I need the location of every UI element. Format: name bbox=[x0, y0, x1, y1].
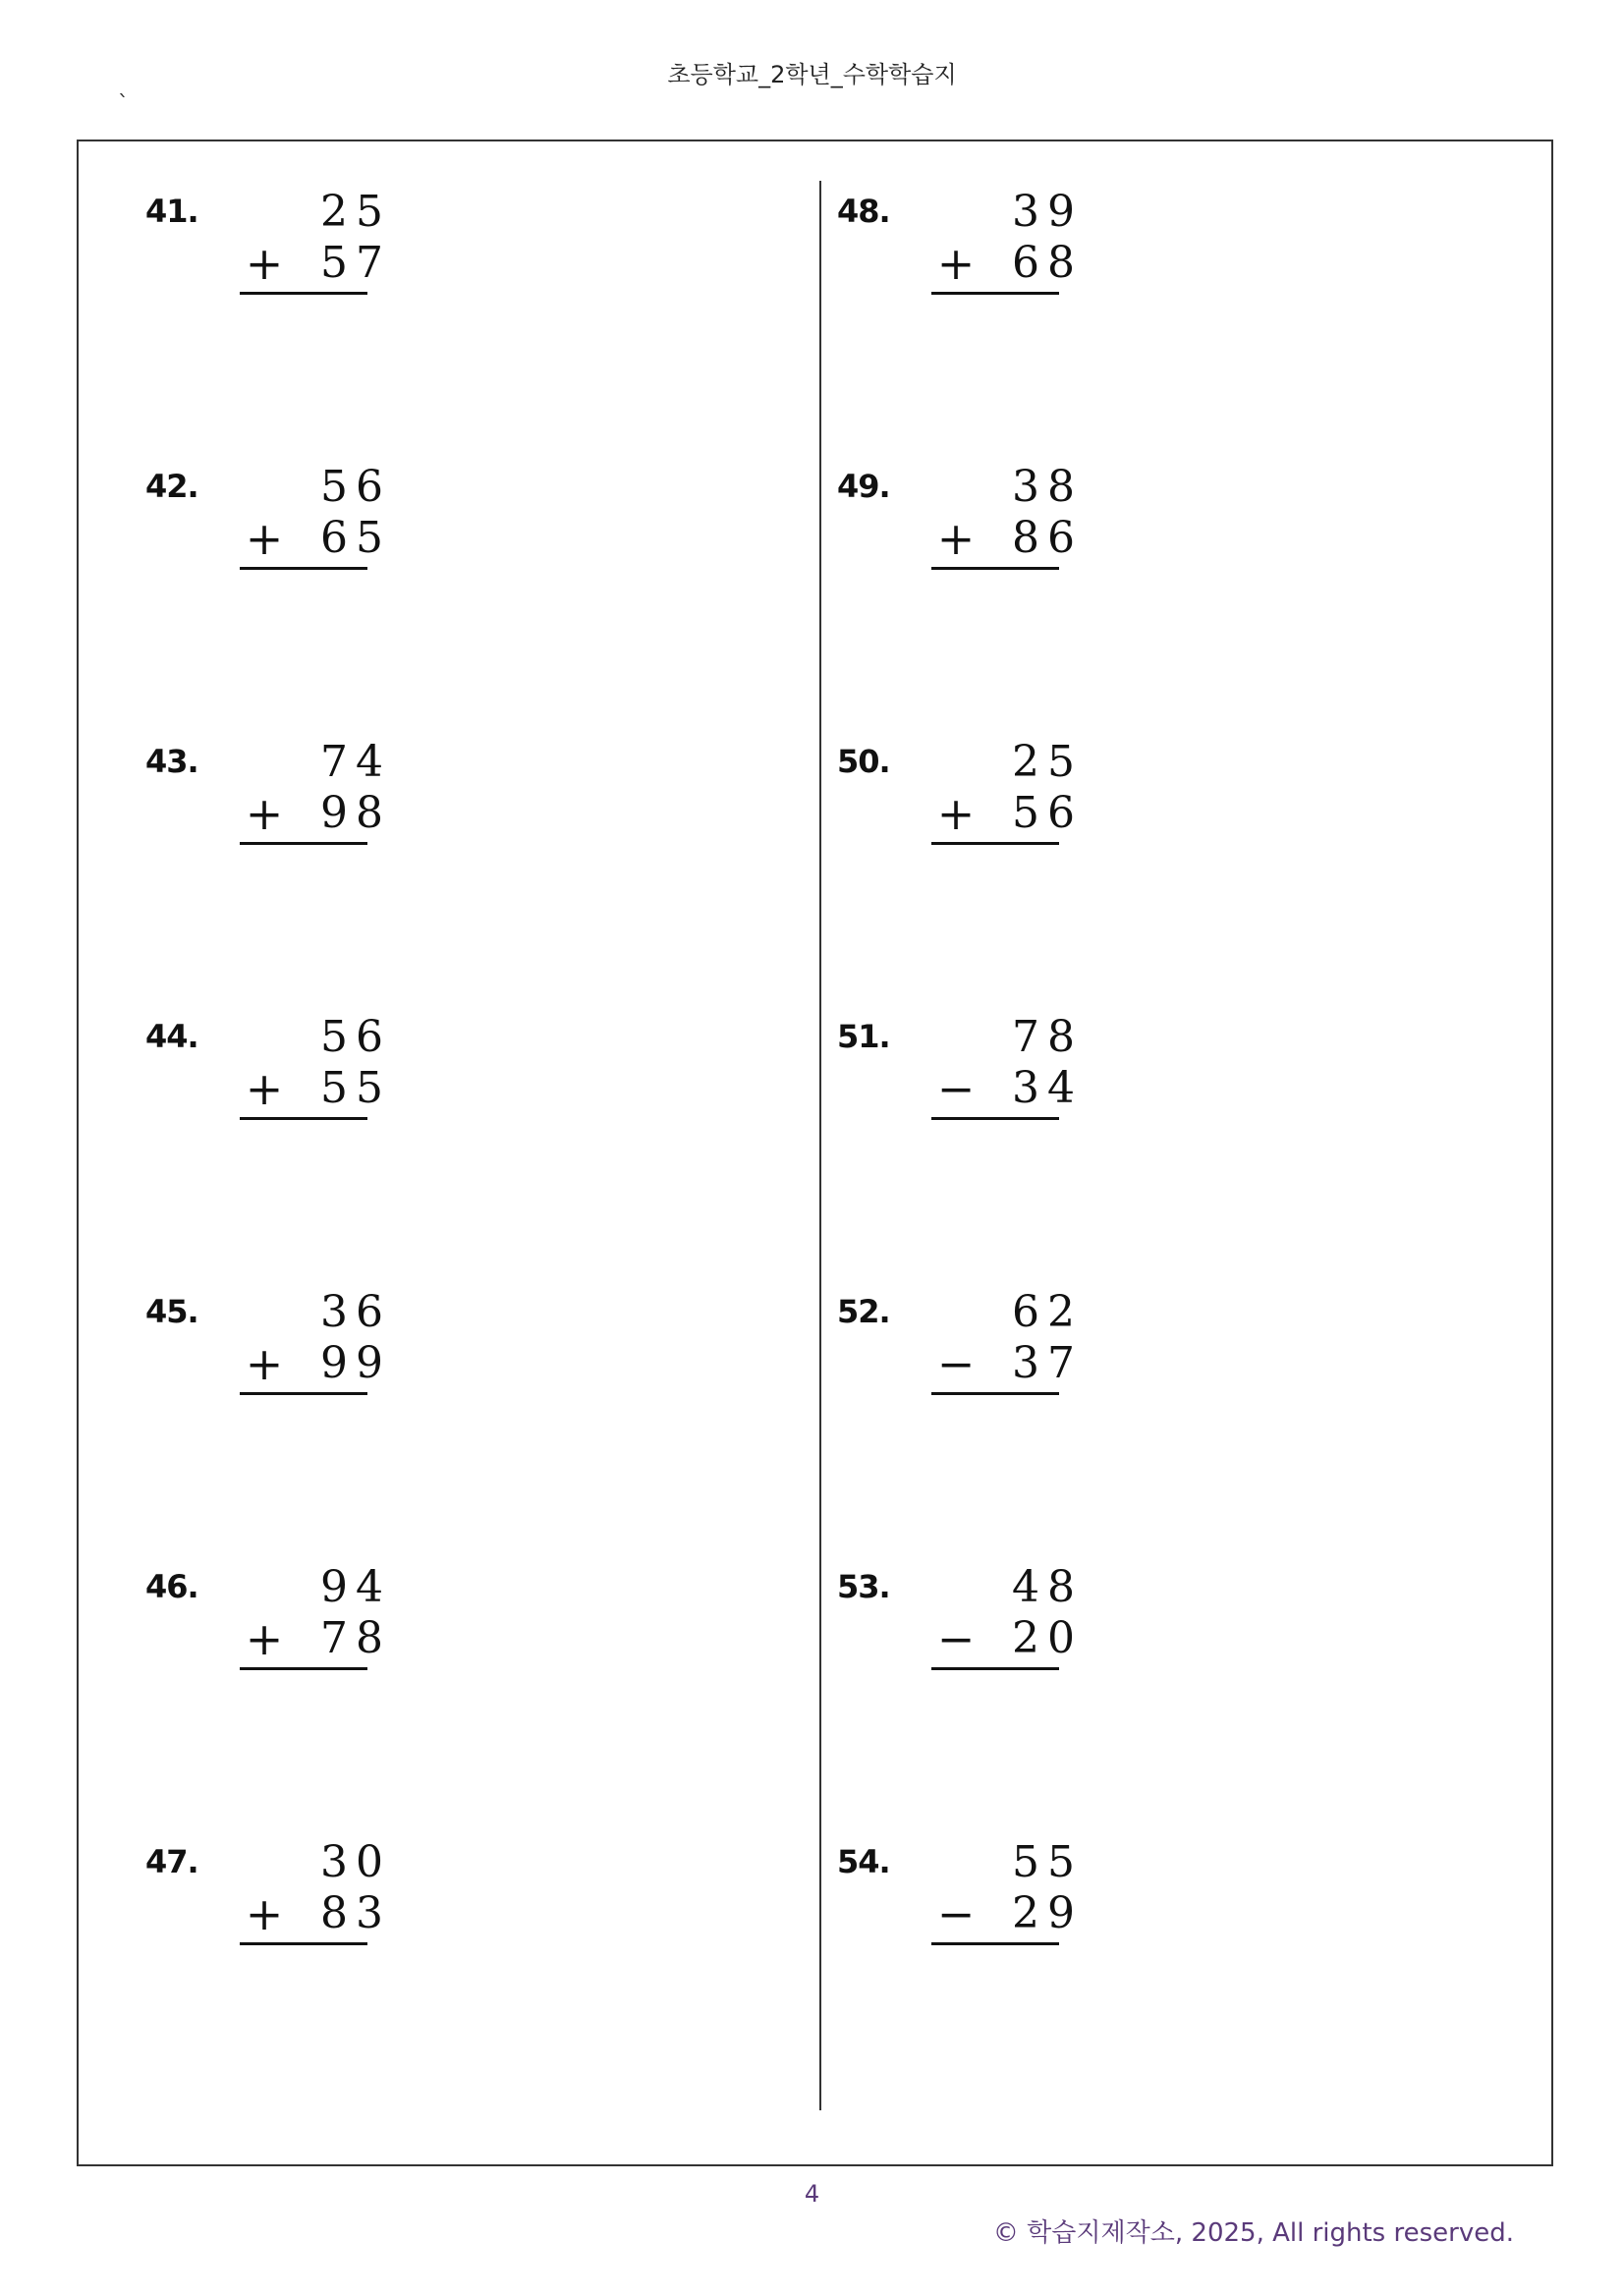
top-operand: 36 bbox=[320, 1287, 391, 1337]
answer-line bbox=[240, 1667, 367, 1670]
problem-number: 43. bbox=[145, 743, 198, 780]
bottom-operand: 98 bbox=[320, 788, 391, 838]
problem-number: 51. bbox=[837, 1018, 890, 1055]
answer-line bbox=[931, 567, 1059, 570]
answer-line bbox=[240, 842, 367, 845]
answer-line bbox=[931, 292, 1059, 295]
answer-line bbox=[931, 842, 1059, 845]
operator-sign: + bbox=[245, 237, 284, 290]
stray-mark: ` bbox=[118, 92, 129, 117]
bottom-operand: 29 bbox=[1012, 1888, 1083, 1938]
problem-54 bbox=[837, 1837, 1092, 1965]
page-number: 4 bbox=[804, 2180, 820, 2208]
operator-sign: + bbox=[245, 512, 284, 565]
problem-number: 44. bbox=[145, 1018, 198, 1055]
top-operand: 38 bbox=[1012, 462, 1083, 512]
operator-sign: − bbox=[936, 1887, 976, 1940]
answer-line bbox=[240, 567, 367, 570]
top-operand: 74 bbox=[320, 737, 391, 787]
problem-43 bbox=[145, 737, 401, 865]
operator-sign: − bbox=[936, 1612, 976, 1665]
answer-line bbox=[931, 1667, 1059, 1670]
operator-sign: + bbox=[245, 1062, 284, 1115]
problem-49 bbox=[837, 462, 1092, 589]
answer-line bbox=[240, 1942, 367, 1945]
top-operand: 56 bbox=[320, 462, 391, 512]
problem-number: 41. bbox=[145, 193, 198, 230]
operator-sign: + bbox=[245, 1612, 284, 1665]
problem-45 bbox=[145, 1287, 401, 1415]
bottom-operand: 68 bbox=[1012, 238, 1083, 288]
bottom-operand: 55 bbox=[320, 1063, 391, 1113]
problem-48 bbox=[837, 187, 1092, 314]
problem-number: 53. bbox=[837, 1568, 890, 1605]
answer-line bbox=[931, 1392, 1059, 1395]
problem-number: 47. bbox=[145, 1843, 198, 1880]
problem-42 bbox=[145, 462, 401, 589]
problem-50 bbox=[837, 737, 1092, 865]
problem-44 bbox=[145, 1012, 401, 1140]
operator-sign: + bbox=[936, 787, 976, 840]
bottom-operand: 83 bbox=[320, 1888, 391, 1938]
top-operand: 55 bbox=[1012, 1837, 1083, 1887]
bottom-operand: 34 bbox=[1012, 1063, 1083, 1113]
answer-line bbox=[240, 1392, 367, 1395]
problem-number: 45. bbox=[145, 1293, 198, 1330]
top-operand: 39 bbox=[1012, 187, 1083, 237]
answer-line bbox=[931, 1942, 1059, 1945]
operator-sign: − bbox=[936, 1337, 976, 1390]
problem-number: 52. bbox=[837, 1293, 890, 1330]
bottom-operand: 86 bbox=[1012, 513, 1083, 563]
page-title: 초등학교_2학년_수학학습지 bbox=[667, 61, 957, 88]
operator-sign: + bbox=[936, 237, 976, 290]
top-operand: 78 bbox=[1012, 1012, 1083, 1062]
operator-sign: + bbox=[245, 1887, 284, 1940]
top-operand: 25 bbox=[320, 187, 391, 237]
problem-52 bbox=[837, 1287, 1092, 1415]
problem-53 bbox=[837, 1562, 1092, 1690]
problem-46 bbox=[145, 1562, 401, 1690]
column-divider bbox=[819, 181, 821, 2110]
problem-number: 46. bbox=[145, 1568, 198, 1605]
operator-sign: + bbox=[245, 787, 284, 840]
answer-line bbox=[240, 292, 367, 295]
bottom-operand: 65 bbox=[320, 513, 391, 563]
bottom-operand: 57 bbox=[320, 238, 391, 288]
bottom-operand: 99 bbox=[320, 1338, 391, 1388]
top-operand: 56 bbox=[320, 1012, 391, 1062]
top-operand: 25 bbox=[1012, 737, 1083, 787]
problem-number: 48. bbox=[837, 193, 890, 230]
top-operand: 30 bbox=[320, 1837, 391, 1887]
answer-line bbox=[240, 1117, 367, 1120]
problem-number: 42. bbox=[145, 468, 198, 505]
operator-sign: − bbox=[936, 1062, 976, 1115]
problem-number: 49. bbox=[837, 468, 890, 505]
operator-sign: + bbox=[936, 512, 976, 565]
problem-number: 50. bbox=[837, 743, 890, 780]
bottom-operand: 56 bbox=[1012, 788, 1083, 838]
top-operand: 48 bbox=[1012, 1562, 1083, 1612]
bottom-operand: 20 bbox=[1012, 1613, 1083, 1663]
problem-41 bbox=[145, 187, 401, 314]
problem-47 bbox=[145, 1837, 401, 1965]
top-operand: 62 bbox=[1012, 1287, 1083, 1337]
operator-sign: + bbox=[245, 1337, 284, 1390]
answer-line bbox=[931, 1117, 1059, 1120]
problem-number: 54. bbox=[837, 1843, 890, 1880]
bottom-operand: 37 bbox=[1012, 1338, 1083, 1388]
bottom-operand: 78 bbox=[320, 1613, 391, 1663]
copyright-notice: © 학습지제작소, 2025, All rights reserved. bbox=[992, 2218, 1514, 2248]
problem-51 bbox=[837, 1012, 1092, 1140]
top-operand: 94 bbox=[320, 1562, 391, 1612]
